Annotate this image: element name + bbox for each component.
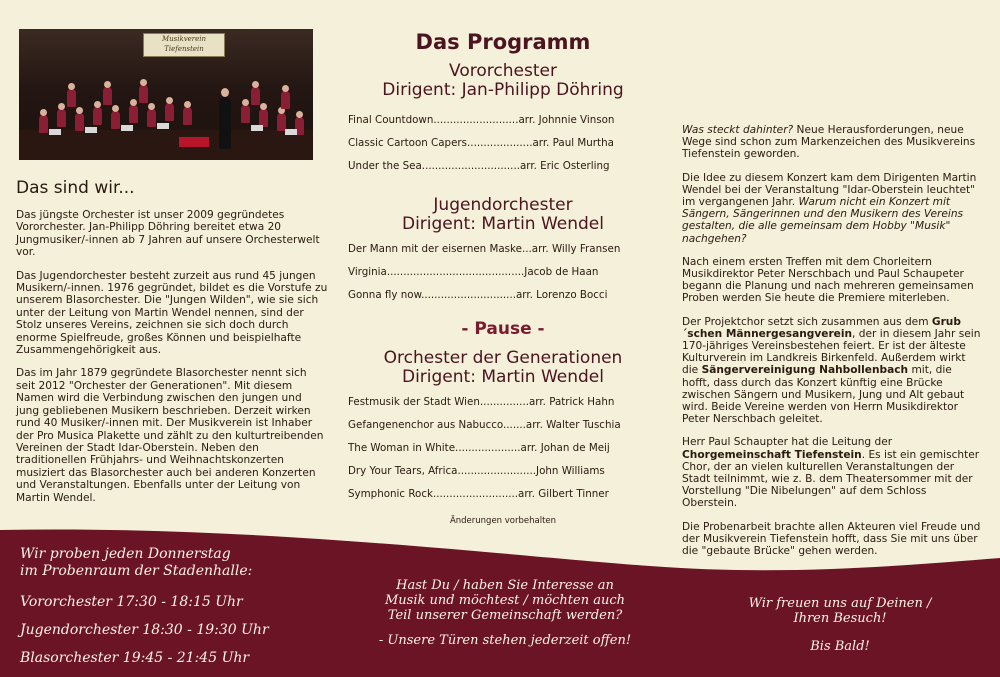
program-list [348,238,658,307]
program-entry: Festmusik der Stadt Wien...............arr. Patrick Hahn [348,396,615,408]
program-entry: Dry Your Tears, Africa........................John Williams [348,465,605,477]
program-list [348,391,658,506]
info-paragraph: Die Probenarbeit brachte allen Akteuren viel Freude und der Musikverein Tiefenstein hofft, dass Sie mit uns über die "gebaute Brücke" gehen werden. [682,520,981,558]
section-conductor: Dirigent: Jan-Philipp Döhring [382,80,624,100]
program-entry: Symphonic Rock..........................arr. Gilbert Tinner [348,488,609,500]
rehearsal-intro: Wir proben jeden Donnerstag im Probenraum der Stadenhalle: [20,546,253,579]
program-entry: The Woman in White....................arr. Johan de Meij [348,442,610,454]
program-entry: Gonna fly now.............................arr. Lorenzo Bocci [348,289,608,301]
orchestra-photo [19,29,313,160]
conductor-figure [219,97,231,149]
section-heading [348,196,658,234]
section-conductor: Dirigent: Martin Wendel [401,367,604,387]
program-entry: Classic Cartoon Capers....................arr. Paul Murtha [348,137,614,149]
info-paragraph: Nach einem ersten Treffen mit dem Chorleitern Musikdirektor Peter Nerschbach und Paul Schaupeter begann die Planung und nach mehreren gemeinsamen Proben werden Sie heute die Premiere miterleben. [682,255,974,305]
closing-text: Wir freuen uns auf Deinen / Ihren Besuch! Bis Bald! [748,596,932,654]
section-name: Jugendorchester [433,195,573,215]
pause-label: - Pause - [461,319,545,339]
section-conductor: Dirigent: Martin Wendel [401,214,604,234]
rehearsal-times [20,588,269,672]
program-list [348,109,658,178]
changes-note: Änderungen vorbehalten [449,516,557,526]
section-heading [348,62,658,100]
program-entry: Final Countdown..........................arr. Johnnie Vinson [348,114,615,126]
photo-banner: Musikverein Tiefenstein [143,33,225,57]
about-jugendorchester: Das Jugendorchester besteht zurzeit aus rund 45 jungen Musikern/-innen. 1976 gegründet, bildet es die Vorstufe zu unserem Blasorchester. Die "Jungen Wilden", wie sie sich unter der Leitung von Martin Wendel nennen, sind der Stolz unseres Vereins, zeichnen sie sich doch durch enorme Spielfreude, großes Können und beispielhafte Zusammengehörigkeit aus. [16,269,328,357]
rehearsal-time: Jugendorchester 18:30 - 19:30 Uhr [20,622,269,638]
interest-text: Hast Du / haben Sie Interesse an Musik und möchtest / möchten auch Teil unserer Gemeinschaft werden? - Unsere Türen stehen jederzeit offen! [378,578,632,648]
info-paragraph: Die Idee zu diesem Konzert kam dem Dirigenten Martin Wendel bei der Veranstaltung "Idar-Oberstein leuchtet" im vergangenen Jahr. Warum nicht ein Konzert mit Sängern, Sängerinnen und den Musikern des Vereins gestalten, die alle gemeinsam dem Hobby "Musik" nachgehen? [682,171,977,245]
info-paragraph: Herr Paul Schaupter hat die Leitung der Chorgemeinschaft Tiefenstein. Es ist ein gemischter Chor, der an vielen kulturellen Veranstaltungen der Stadt teilnimmt, wie z. B. dem Theatersommer mit der Vorstellung "Die Nibelungen" auf dem Schloss Oberstein. [682,436,980,510]
program-title: Das Programm [415,30,591,54]
program-entry: Gefangenenchor aus Nabucco.......arr. Walter Tuschia [348,419,621,431]
section-name: Orchester der Generationen [383,348,623,368]
rehearsal-time: Vororchester 17:30 - 18:15 Uhr [20,594,243,610]
section-name: Vororchester [449,61,557,81]
info-column [682,124,982,568]
about-blasorchester: Das im Jahr 1879 gegründete Blasorchester nennt sich seit 2012 "Orchester der Generationen". Mit diesem Namen wird die Verbindung zwischen den jungen und jung gebliebenen Musikern beschrieben. Derzeit wirken rund 40 Musiker/-innen mit. Der Musikverein ist Inhaber der Pro Musica Plakette und zählt zu den kulturtreibenden Vereinen der Stadt Idar-Oberstein. Neben den traditionellen Frühjahrs- und Weihnachtskonzerten musiziert das Blasorchester auch bei anderen Konzerten und Veranstaltungen. Ebenfalls unter der Leitung von Martin Wendel. [16,367,324,504]
about-title: Das sind wir... [16,178,135,198]
info-paragraph: Der Projektchor setzt sich zusammen aus dem Grub´schen Männergesangverein, der in diesem Jahr sein 170-jähriges Vereinsbestehen feiert. Er ist der älteste Kulturverein im Landkreis Birkenfeld. Außerdem wirkt die Sängervereinigung Nahbollenbach mit, die hofft, dass durch das Konzert künftig eine Brücke zwischen Sängern und Musikern, Jung und Alt gebaut wird. Beide Vereine werden von Herrn Musikdirektor Peter Nerschbach geleitet. [682,315,981,426]
program-entry: Under the Sea..............................arr. Eric Osterling [348,160,610,172]
info-paragraph: Was steckt dahinter? Neue Herausforderungen, neue Wege sind schon zum Markenzeichen des Musikvereins Tiefenstein geworden. [682,124,976,161]
section-heading [348,349,658,387]
about-column [16,178,328,515]
program-column [348,30,658,526]
rehearsal-time: Blasorchester 19:45 - 21:45 Uhr [20,650,250,666]
program-entry: Der Mann mit der eisernen Maske...arr. Willy Fransen [348,243,621,255]
program-entry: Virginia..........................................Jacob de Haan [348,266,599,278]
about-vororchester: Das jüngste Orchester ist unser 2009 gegründetes Vororchester. Jan-Philipp Döhring bereitet etwa 20 Jungmusiker/-innen ab 7 Jahren auf unsere Orchesterwelt vor. [16,209,320,259]
